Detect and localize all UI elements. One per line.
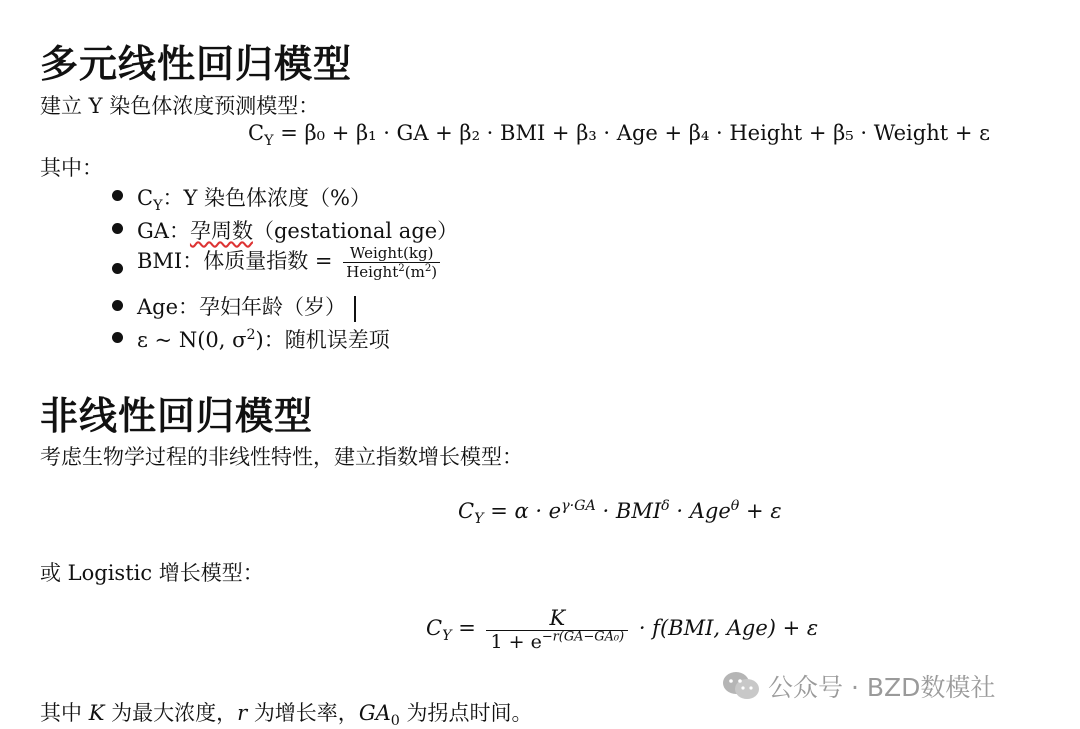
footer-var: r: [237, 701, 248, 725]
watermark-text: 公众号 · BZD数模社: [768, 673, 996, 702]
fraction-denominator: [486, 630, 628, 653]
section2-intro: 考虑生物学过程的非线性特性，建立指数增长模型：: [40, 445, 523, 469]
footer-part: 为增长率，: [253, 701, 359, 725]
section1-intro: 建立 Y 染色体浓度预测模型：: [40, 94, 320, 118]
bullet-bmi: [137, 244, 444, 281]
den-part: (m: [404, 263, 425, 281]
logistic-fraction: [486, 606, 628, 653]
bmi-fraction: [343, 244, 440, 281]
den-sup: 2: [424, 263, 432, 274]
eq-lhs-sub: Y: [442, 628, 452, 645]
bullet-desc: ：孕妇年龄（岁）: [178, 295, 347, 319]
eq-equals: =: [458, 616, 476, 640]
where-label: 其中：: [40, 156, 103, 180]
footer-var: GA: [358, 701, 391, 725]
eq-lhs: C: [426, 616, 443, 640]
bullet-cy: [137, 182, 371, 215]
linear-equation: [248, 121, 990, 150]
footer-sub: 0: [390, 713, 400, 729]
bullet-age: [137, 291, 356, 322]
fraction-denominator: [343, 262, 440, 281]
footer-part: 其中: [40, 701, 82, 725]
eq-lhs-sub: Y: [264, 133, 274, 150]
bullet-term-sup: 2: [246, 327, 256, 343]
section2-title: 非线性回归模型: [40, 393, 314, 438]
eq-part: · BMI: [595, 499, 662, 523]
eq-part: · Age: [669, 499, 731, 523]
eq-rest: · f(BMI, Age) + ε: [638, 616, 819, 640]
spellcheck-word: 孕周数: [189, 219, 253, 243]
den-part: ): [431, 263, 438, 281]
bullet-desc: ：Y 染色体浓度（%）: [162, 186, 371, 210]
bullet-dot: [112, 300, 123, 311]
watermark: [722, 668, 995, 708]
exponential-equation: [458, 498, 782, 528]
bullet-dot: [112, 223, 123, 234]
eq-rhs: = β₀ + β₁ · GA + β₂ · BMI + β₃ · Age + β₄ · Height + β₅ · Weight + ε: [280, 121, 990, 145]
bullet-term: Age: [137, 295, 179, 319]
den-sup: 2: [398, 263, 405, 274]
bullet-term: BMI: [137, 249, 183, 273]
eq-lhs: C: [248, 121, 265, 145]
eq-exponent: θ: [730, 498, 740, 514]
section1-title: 多元线性回归模型: [40, 41, 353, 86]
bullet-dot: [112, 263, 123, 274]
bullet-term-sub: Y: [153, 198, 163, 215]
bullet-term-end: ): [255, 328, 264, 352]
footer-var: K: [88, 701, 105, 725]
bullet-desc: （gestational age）: [252, 219, 459, 243]
text-cursor: [354, 296, 356, 322]
logistic-intro: 或 Logistic 增长模型：: [40, 561, 264, 585]
wechat-icon: [722, 670, 760, 708]
bullet-term: ε ~ N(0, σ: [137, 328, 247, 352]
bullet-desc: ：体质量指数 =: [182, 249, 333, 273]
bullet-term: C: [137, 186, 154, 210]
eq-part: = α · e: [490, 499, 562, 523]
footer-text: [40, 697, 533, 727]
footer-part: 为最大浓度，: [111, 701, 238, 725]
fraction-numerator: K: [549, 606, 566, 630]
bullet-term: GA: [137, 219, 169, 243]
bullet-desc: ：随机误差项: [263, 328, 390, 352]
eq-exponent: δ: [661, 498, 670, 514]
bullet-ga: [137, 215, 458, 245]
eq-lhs-sub: Y: [474, 511, 484, 528]
den-part: 1 + e: [490, 631, 542, 653]
eq-part: + ε: [739, 499, 782, 523]
bullet-dot: [112, 332, 123, 343]
den-exponent: −r(GA−GA₀): [541, 629, 625, 645]
fraction-numerator: Weight(kg): [349, 244, 434, 262]
bullet-epsilon: [137, 324, 390, 354]
footer-part: 为拐点时间。: [406, 701, 533, 725]
bullet-colon: ：: [168, 219, 190, 243]
logistic-equation: [426, 606, 818, 653]
eq-lhs: C: [458, 499, 475, 523]
eq-exponent: γ·GA: [561, 498, 596, 514]
den-part: Height: [346, 263, 399, 281]
bullet-dot: [112, 190, 123, 201]
